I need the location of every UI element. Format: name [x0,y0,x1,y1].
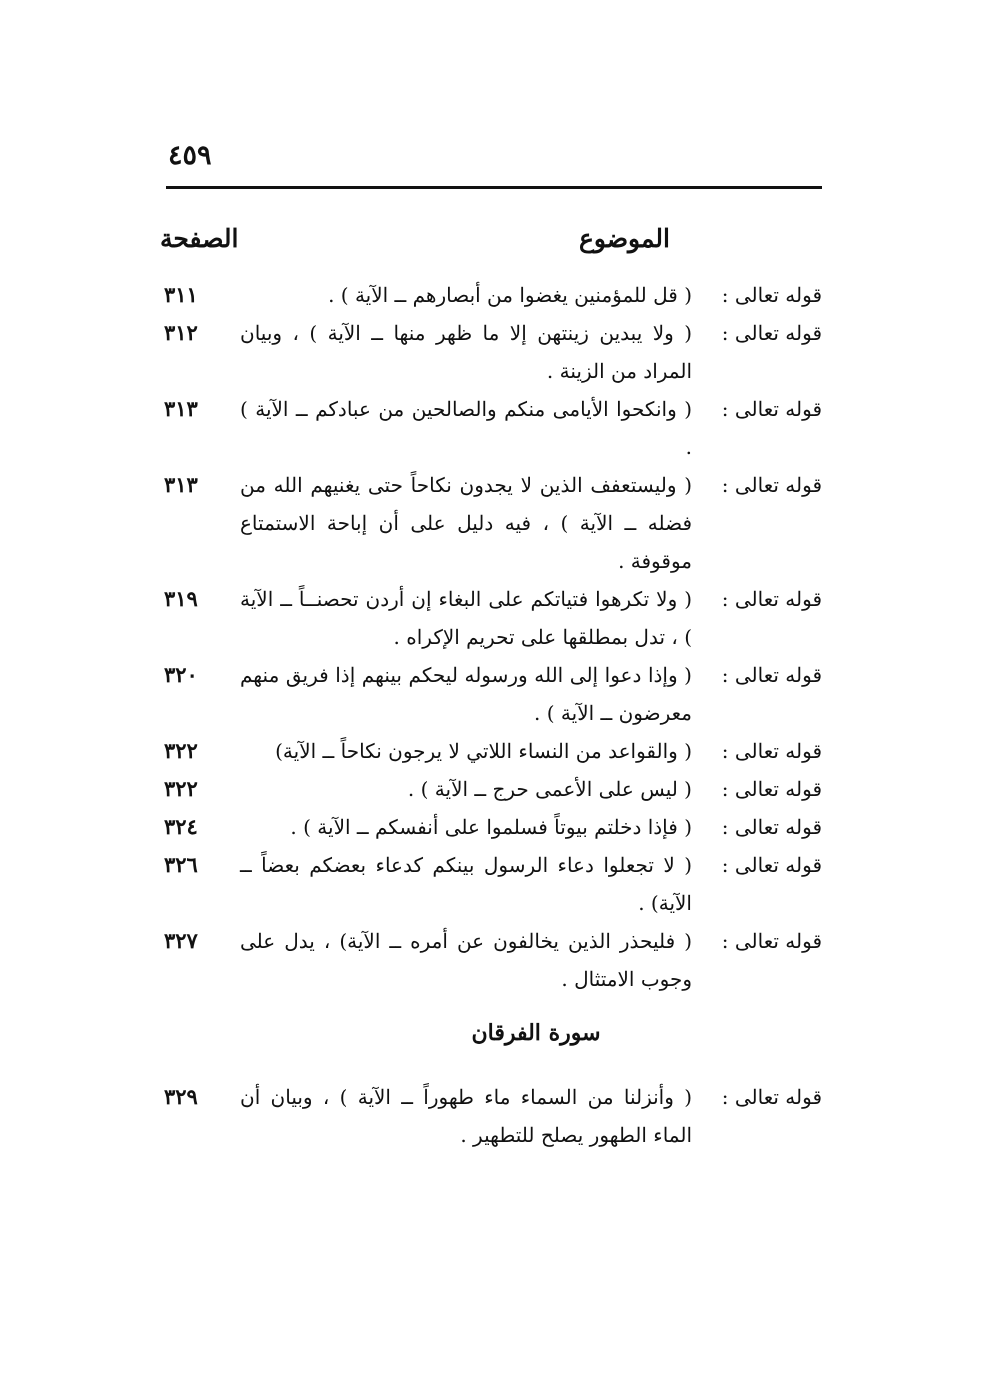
entry-text: ( فليحذر الذين يخالفون عن أمره ــ الآية) ، يدل على وجوب الامتثال . [240,929,692,991]
entry-text: ( ولا تكرهوا فتياتكم على البغاء إن أردن تحصنــاً ــ الآية ) ، تدل بمطلقها على تحريم الإكراه . [240,587,692,649]
entry-label: قوله تعالى : [721,929,822,953]
entry-page-number: ٣١٩ [164,586,198,611]
entry-text: ( ولا يبدين زينتهن إلا ما ظهر منها ــ الآية ) ، وبيان المراد من الزينة . [240,321,692,383]
entry-page-number: ٣١١ [164,282,198,307]
entry-page-number: ٣٢٤ [164,814,198,839]
entry-label: قوله تعالى : [721,283,822,307]
entry-text: ( لا تجعلوا دعاء الرسول بينكم كدعاء بعضكم بعضاً ــ الآية) . [240,853,692,915]
index-entry [160,1078,822,1154]
entry-page-number: ٣٢٠ [164,662,198,687]
index-entries [160,276,822,1154]
entry-label: قوله تعالى : [721,777,822,801]
entry-page-number: ٣١٣ [164,472,198,497]
index-entry [160,808,822,846]
entry-page-number: ٣١٢ [164,320,198,345]
entry-text: ( قل للمؤمنين يغضوا من أبصارهم ــ الآية ) . [328,283,692,307]
page-column-heading: الصفحة [160,224,239,253]
entry-label: قوله تعالى : [721,473,822,497]
index-entry [160,466,822,580]
page-number: ٤٥٩ [168,140,212,171]
entry-text: ( وأنزلنا من السماء ماء طهوراً ــ الآية ) ، وبيان أن الماء الطهور يصلح للتطهير . [240,1085,692,1147]
index-entry [160,770,822,808]
entry-page-number: ٣٢٢ [164,738,198,763]
index-entry [160,390,822,466]
entry-page-number: ٣٢٢ [164,776,198,801]
index-entry [160,732,822,770]
entry-text: ( وليستعفف الذين لا يجدون نكاحاً حتى يغنيهم الله من فضله ــ الآية ) ، فيه دليل على أن إباحة الاستمتاع موقوفة . [240,473,692,573]
entry-label: قوله تعالى : [721,397,822,421]
entry-page-number: ٣١٣ [164,396,198,421]
index-entry [160,580,822,656]
entry-label: قوله تعالى : [721,1085,822,1109]
entry-page-number: ٣٢٧ [164,928,198,953]
entry-label: قوله تعالى : [721,815,822,839]
index-entry [160,846,822,922]
index-entry [160,276,822,314]
header-rule [166,186,822,189]
entry-label: قوله تعالى : [721,663,822,687]
entry-text: ( وإذا دعوا إلى الله ورسوله ليحكم بينهم إذا فريق منهم معرضون ــ الآية ) . [240,663,692,725]
entry-label: قوله تعالى : [721,321,822,345]
entry-label: قوله تعالى : [721,587,822,611]
index-entry [160,922,822,998]
topic-column-heading: الموضوع [579,224,670,253]
entry-page-number: ٣٢٦ [164,852,198,877]
entry-text: ( فإذا دخلتم بيوتاً فسلموا على أنفسكم ــ الآية ) . [290,815,692,839]
entry-page-number: ٣٢٩ [164,1084,198,1109]
entry-text: ( ليس على الأعمى حرج ــ الآية ) . [407,777,692,801]
index-entry [160,656,822,732]
entry-text: ( والقواعد من النساء اللاتي لا يرجون نكاحاً ــ الآية) [275,739,692,763]
entry-label: قوله تعالى : [721,853,822,877]
index-entry [160,314,822,390]
section-title: سورة الفرقان [471,1020,601,1046]
entry-label: قوله تعالى : [721,739,822,763]
entry-text: ( وانكحوا الأيامى منكم والصالحين من عبادكم ــ الآية ) . [240,397,692,459]
